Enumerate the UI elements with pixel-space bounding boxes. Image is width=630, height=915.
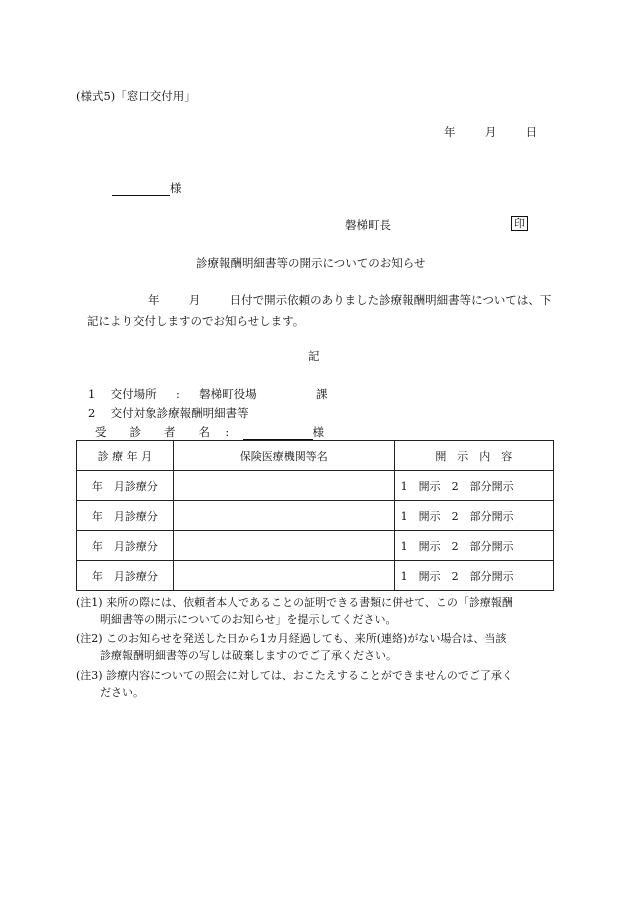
header-institution: 保険医療機関等名: [173, 441, 394, 471]
ki-heading: 記: [308, 349, 320, 363]
note-3-line-2: ださい。: [100, 686, 144, 699]
cell-month: 年 月診療分: [77, 471, 174, 501]
note-3-line-1: (注3) 診療内容についての照会に対しては、おこたえすることができませんのでご了承く: [76, 669, 513, 682]
cell-institution[interactable]: [173, 531, 394, 561]
table-row: [77, 561, 554, 591]
seal-mark: 印: [511, 216, 528, 231]
cell-month: 年 月診療分: [77, 501, 174, 531]
note-2-line-1: (注2) このお知らせを発送した日から1カ月経過しても、来所(連絡)がない場合は、当該: [76, 632, 507, 645]
body-line-2: 記により交付しますのでお知らせします。: [87, 314, 305, 328]
form-code: (様式5)「窓口交付用」: [76, 89, 196, 103]
addressee: [112, 180, 182, 196]
addressee-name-line: [112, 183, 170, 196]
date-year: 年: [444, 125, 456, 139]
body-month: 月: [188, 293, 201, 307]
date-month: 月: [484, 125, 497, 139]
item-2: [88, 405, 249, 421]
page-title: 診療報酬明細書等の開示についてのお知らせ: [196, 256, 426, 270]
note-3: [76, 667, 556, 701]
cell-month: 年 月診療分: [77, 561, 174, 591]
cell-institution[interactable]: [173, 471, 394, 501]
item-1-value: 磐梯町役場: [199, 387, 257, 401]
addressee-honorific: 様: [170, 181, 182, 195]
note-1-line-1: (注1) 来所の際には、依頼者本人であることの証明できる書類に併せて、この「診療報酬: [76, 596, 513, 609]
item-2-label: 交付対象診療報酬明細書等: [110, 406, 249, 420]
cell-content: 1 開示 2 部分開示: [394, 531, 553, 561]
patient-name-line: [95, 424, 324, 440]
header-treatment-month: 診 療 年 月: [77, 441, 174, 471]
body-year: 年: [148, 293, 160, 307]
patient-honorific: 様: [312, 425, 324, 439]
cell-content: 1 開示 2 部分開示: [394, 471, 553, 501]
note-2-line-2: 診療報酬明細書等の写しは破棄しますのでご了承ください。: [100, 649, 397, 662]
item-1-suffix: 課: [315, 387, 328, 401]
cell-content: 1 開示 2 部分開示: [394, 501, 553, 531]
cell-content: 1 開示 2 部分開示: [394, 561, 553, 591]
cell-institution[interactable]: [173, 561, 394, 591]
patient-colon: :: [225, 425, 230, 439]
table-row: [77, 471, 554, 501]
item-2-number: 2: [88, 406, 96, 420]
item-1-label: 交付場所: [110, 387, 157, 401]
item-1-number: 1: [88, 387, 96, 401]
patient-label: 受 診 者 名: [95, 425, 210, 439]
date-line: [444, 124, 537, 140]
note-2: [76, 630, 556, 664]
body-line-1-rest: 日付で開示依頼のありました診療報酬明細書等については、下: [229, 293, 552, 307]
note-1-line-2: 明細書等の開示についてのお知らせ」を提示してください。: [100, 613, 397, 626]
table-header-row: [77, 441, 554, 471]
patient-name-blank: [243, 427, 313, 440]
disclosure-table: [76, 440, 554, 591]
item-1: [88, 386, 327, 402]
header-disclosure-content: 開 示 内 容: [394, 441, 553, 471]
table-row: [77, 501, 554, 531]
body-line-1: [148, 292, 551, 308]
cell-institution[interactable]: [173, 501, 394, 531]
item-1-colon: :: [175, 387, 180, 401]
table-row: [77, 531, 554, 561]
date-day: 日: [525, 125, 538, 139]
cell-month: 年 月診療分: [77, 531, 174, 561]
note-1: [76, 594, 556, 628]
issuer-name: 磐梯町長: [345, 218, 391, 232]
